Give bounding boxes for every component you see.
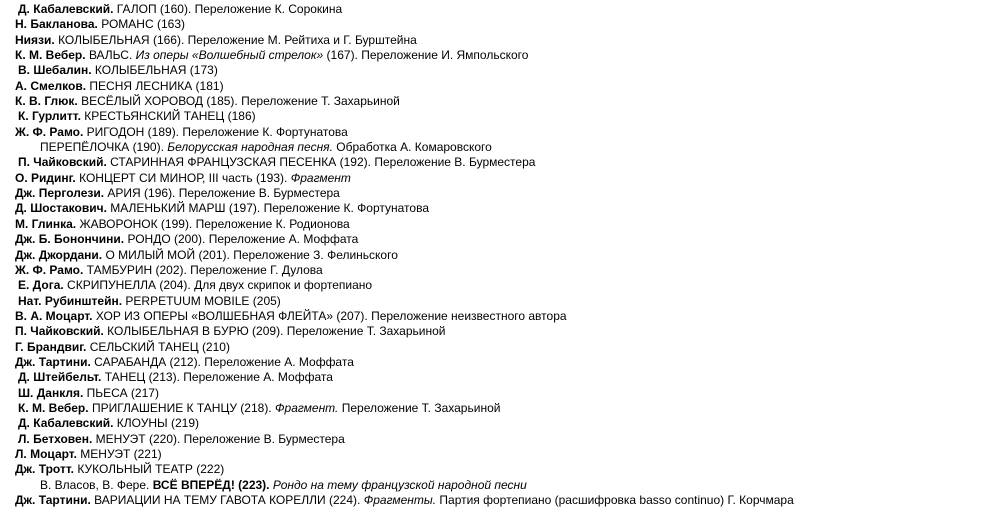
page-number: (186) (227, 109, 256, 124)
page-number: (218). (240, 400, 272, 415)
page-number: (213). (148, 370, 180, 385)
toc-entry (0, 447, 992, 462)
piece-title: СТАРИННАЯ ФРАНЦУЗСКАЯ ПЕСЕНКА (110, 155, 337, 170)
piece-title: ГАЛОП (116, 2, 157, 16)
page-number: (217) (130, 385, 159, 400)
composer-name: Л. Моцарт. (15, 446, 77, 461)
composer-name: К. Гурлитт. (18, 109, 81, 124)
piece-title: ПЕРЕПЁЛОЧКА (40, 140, 130, 155)
toc-entry (0, 309, 992, 324)
arrangement-credit: Переложение К. Родионова (195, 216, 350, 231)
composer-name: П. Чайковский. (15, 324, 104, 339)
toc-entry (0, 294, 992, 309)
piece-title: МЕНУЭТ (95, 431, 146, 446)
arrangement-credit: Переложение И. Ямпольского (361, 48, 529, 63)
page-number: (197). (228, 201, 261, 216)
toc-entry (0, 155, 992, 170)
composer-name: Д. Кабалевский. (18, 416, 114, 431)
page-number: (221) (133, 446, 162, 461)
page-number: (181) (195, 78, 224, 93)
composer-name: О. Ридинг. (15, 170, 76, 185)
page-number: (185). (206, 94, 238, 109)
arrangement-credit: Переложение Т. Захарьиной (341, 400, 501, 415)
arrangement-credit: Для двух скрипок и фортепиано (194, 278, 373, 293)
toc-entry (0, 186, 992, 201)
piece-title: АРИЯ (107, 186, 141, 201)
piece-title: ВАЛЬС. (88, 48, 133, 63)
composer-name: П. Чайковский. (18, 155, 107, 170)
composer-name: Дж. Тартини. (15, 354, 91, 369)
toc-entry (0, 432, 992, 447)
toc-entry (0, 109, 992, 124)
composer-name: М. Глинка. (15, 216, 77, 231)
table-of-contents (0, 2, 992, 508)
composer-name: К. М. Вебер. (15, 48, 86, 63)
arrangement-credit: Переложение К. Сорокина (194, 2, 343, 16)
page-number: (205) (252, 293, 281, 308)
piece-title: ВСЁ ВПЕРЁД! (223). (152, 477, 270, 492)
piece-note: Фрагменты. (363, 493, 437, 507)
arrangement-credit: Переложение неизвестного автора (371, 308, 567, 323)
piece-note: Из оперы «Волшебный стрелок» (135, 48, 324, 63)
toc-entry (0, 17, 992, 32)
piece-title: ТАНЕЦ (104, 370, 146, 385)
piece-note: Рондо на тему французской народной песни (272, 477, 527, 492)
piece-note: Фрагмент (290, 170, 351, 185)
piece-title: КЛОУНЫ (116, 416, 168, 431)
composer-name: Дж. Б. Бонончини. (15, 232, 125, 247)
toc-entry (0, 278, 992, 293)
toc-entry (0, 248, 992, 263)
piece-title: КУКОЛЬНЫЙ ТЕАТР (77, 462, 193, 477)
piece-title: САРАБАНДА (94, 354, 167, 369)
composer-name: Д. Штейбельт. (18, 370, 102, 385)
toc-entry (0, 125, 992, 140)
page-number: (204). (159, 278, 191, 293)
page-number: (220). (148, 431, 181, 446)
piece-title: СЕЛЬСКИЙ ТАНЕЦ (89, 339, 199, 354)
page-number: (192). (339, 155, 371, 170)
piece-title: СКРИПУНЕЛЛА (67, 278, 157, 293)
page-number: (163) (156, 17, 185, 32)
composer-name: Нат. Рубинштейн. (18, 293, 123, 308)
toc-entry (0, 232, 992, 247)
piece-title: МЕНУЭТ (80, 446, 131, 461)
piece-title: ХОР ИЗ ОПЕРЫ «ВОЛШЕБНАЯ ФЛЕЙТА» (95, 308, 334, 323)
toc-entry (0, 263, 992, 278)
page-number: (209). (252, 324, 284, 339)
toc-entry (0, 217, 992, 232)
composer-name: Дж. Тротт. (15, 462, 74, 477)
page-number: (212). (169, 354, 201, 369)
toc-entry (0, 171, 992, 186)
toc-entry (0, 386, 992, 401)
composer-name: Ж. Ф. Рамо. (15, 262, 84, 277)
composer-name: К. В. Глюк. (15, 94, 78, 109)
page-number: (189). (147, 124, 180, 139)
toc-entry (0, 493, 992, 508)
page-number: (224). (329, 493, 361, 507)
composer-name: Ж. Ф. Рамо. (15, 124, 84, 139)
composer-name: Дж. Перголези. (15, 186, 105, 201)
piece-title: РОНДО (127, 232, 171, 247)
toc-entry (0, 33, 992, 48)
toc-entry (0, 340, 992, 355)
page-number: (201). (198, 247, 230, 262)
arrangement-credit: Переложение В. Бурместера (374, 155, 536, 170)
page-number: (167). (326, 48, 358, 63)
toc-entry (0, 355, 992, 370)
piece-title: КОНЦЕРТ СИ МИНОР, III часть (79, 170, 253, 185)
page-number: (166). (152, 32, 185, 47)
page-number: (200). (174, 232, 206, 247)
piece-title: PERPETUUM MOBILE (125, 293, 250, 308)
piece-title: ЖАВОРОНОК (79, 216, 158, 231)
page-number: (210) (201, 339, 230, 354)
toc-entry (0, 94, 992, 109)
arrangement-credit: Переложение Т. Захарьиной (241, 94, 400, 109)
arrangement-credit: Переложение К. Фортунатова (263, 201, 430, 216)
piece-title: КОЛЫБЕЛЬНАЯ (94, 63, 187, 78)
page-number: (219) (170, 416, 199, 431)
composer-name: В. А. Моцарт. (15, 308, 93, 323)
arrangement-credit: Переложение Т. Захарьиной (286, 324, 446, 339)
piece-title: КОЛЫБЕЛЬНАЯ В БУРЮ (107, 324, 249, 339)
composer-name: Дж. Джордани. (15, 247, 103, 262)
piece-title: ПРИГЛАШЕНИЕ К ТАНЦУ (91, 400, 237, 415)
composer-name: Е. Дога. (18, 278, 64, 293)
composer-name: Ниязи. (15, 32, 55, 47)
piece-title: ВЕСЁЛЫЙ ХОРОВОД (81, 94, 204, 109)
page-number: (173) (189, 63, 218, 78)
piece-title: РИГОДОН (86, 124, 145, 139)
piece-title: КРЕСТЬЯНСКИЙ ТАНЕЦ (84, 109, 225, 124)
toc-entry (0, 462, 992, 477)
arrangement-credit: Переложение А. Моффата (183, 370, 333, 385)
piece-title: РОМАНС (101, 17, 154, 32)
composer-name: Г. Брандвиг. (15, 339, 87, 354)
toc-entry (0, 401, 992, 416)
arrangement-credit: Переложение М. Рейтиха и Г. Бурштейна (187, 32, 417, 47)
arrangement-credit: Переложение А. Моффата (204, 354, 354, 369)
piece-title: КОЛЫБЕЛЬНАЯ (58, 32, 150, 47)
toc-entry (0, 416, 992, 431)
toc-entry (0, 478, 992, 493)
page-number: (196). (144, 186, 176, 201)
toc-entry (0, 48, 992, 63)
arrangement-credit: Переложение К. Фортунатова (182, 124, 348, 139)
composer-name: Ш. Данкля. (18, 385, 84, 400)
piece-note: Фрагмент. (275, 400, 339, 415)
piece-title: О МИЛЫЙ МОЙ (105, 247, 196, 262)
toc-entry (0, 370, 992, 385)
composer-name: В. Власов, В. Фере. (40, 477, 150, 492)
page-number: (160). (159, 2, 192, 16)
page-number: (222) (196, 462, 225, 477)
page-number: (199). (160, 216, 193, 231)
toc-entry (0, 201, 992, 216)
toc-entry (0, 324, 992, 339)
composer-name: В. Шебалин. (18, 63, 92, 78)
piece-title: ТАМБУРИН (86, 262, 153, 277)
piece-title: ПЕСНЯ ЛЕСНИКА (89, 78, 193, 93)
toc-entry (0, 79, 992, 94)
composer-name: Дж. Тартини. (15, 493, 91, 507)
composer-name: А. Смелков. (15, 78, 87, 93)
page-number: (193). (255, 170, 288, 185)
page-number: (207). (336, 308, 368, 323)
toc-entry (0, 140, 992, 155)
toc-entry (0, 2, 992, 17)
toc-entry (0, 63, 992, 78)
page-number: (190). (132, 140, 164, 155)
composer-name: Д. Шостакович. (15, 201, 107, 216)
arrangement-credit: Переложение А. Моффата (208, 232, 359, 247)
arrangement-credit: Переложение З. Фелиньского (233, 247, 398, 262)
page-number: (202). (155, 262, 187, 277)
piece-title: МАЛЕНЬКИЙ МАРШ (110, 201, 226, 216)
composer-name: Д. Кабалевский. (18, 2, 114, 16)
piece-title: ВАРИАЦИИ НА ТЕМУ ГАВОТА КОРЕЛЛИ (94, 493, 326, 507)
piece-note: Белорусская народная песня. (167, 140, 333, 155)
arrangement-credit: Переложение В. Бурместера (178, 186, 340, 201)
composer-name: К. М. Вебер. (18, 400, 89, 415)
arrangement-credit: Переложение Г. Дулова (190, 262, 323, 277)
composer-name: Н. Бакланова. (15, 17, 98, 32)
piece-title: ПЬЕСА (86, 385, 128, 400)
arrangement-credit: Переложение В. Бурместера (183, 431, 345, 446)
arrangement-credit: Обработка А. Комаровского (336, 140, 492, 155)
arrangement-credit: Партия фортепиано (расшифровка basso continuo) Г. Корчмара (439, 493, 794, 507)
composer-name: Л. Бетховен. (18, 431, 93, 446)
